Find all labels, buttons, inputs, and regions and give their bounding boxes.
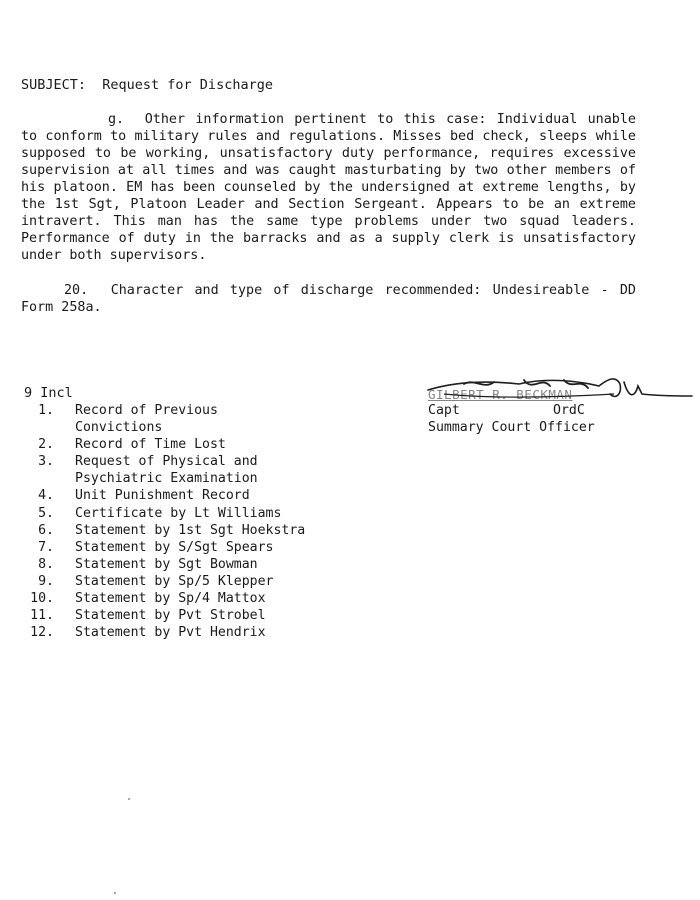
inclosure-item <box>20 607 335 624</box>
inclosure-item <box>20 556 335 573</box>
inclosure-text: Statement by Sp/4 Mattox <box>75 591 266 607</box>
paragraph-20 <box>21 282 636 316</box>
inclosure-text: Record of Previous Convictions <box>75 403 218 436</box>
inclosure-text: Statement by 1st Sgt Hoekstra <box>75 522 306 538</box>
paragraph-g <box>21 111 636 264</box>
inclosure-item <box>20 436 335 453</box>
inclosure-text: Statement by Sp/5 Klepper <box>75 573 274 589</box>
inclosure-item <box>20 522 335 539</box>
inclosure-number: 5. <box>38 505 54 521</box>
inclosure-number: 4. <box>38 488 54 504</box>
inclosure-text: Statement by Sgt Bowman <box>75 556 258 572</box>
inclosure-item <box>20 624 335 641</box>
subject-line: SUBJECT: Request for Discharge <box>21 77 273 93</box>
signature-rank: Capt <box>428 403 460 418</box>
inclosure-text: Statement by Pvt Strobel <box>75 608 266 624</box>
inclosure-number: 6. <box>38 522 54 538</box>
paragraph-g-label: g. <box>108 112 125 127</box>
inclosure-text: Request of Physical and Psychiatric Examination <box>75 454 258 487</box>
inclosure-number: 7. <box>38 539 54 555</box>
signature-typed-name: GILBERT R. BECKMAN <box>428 387 573 402</box>
inclosure-item <box>20 573 335 590</box>
inclosure-number: 10. <box>30 591 54 607</box>
signature-title: Summary Court Officer <box>428 420 595 435</box>
inclosure-item <box>20 453 335 487</box>
inclosure-number: 3. <box>38 454 54 470</box>
inclosure-text: Record of Time Lost <box>75 437 226 453</box>
inclosure-number: 8. <box>38 556 54 572</box>
paragraph-20-label: 20. <box>64 283 89 298</box>
inclosure-item <box>20 539 335 556</box>
inclosure-item <box>20 590 335 607</box>
inclosure-item <box>20 505 335 522</box>
paragraph-20-text: Character and type of discharge recommended: Undesireable - DD Form 258a. <box>21 283 636 315</box>
signature-branch: OrdC <box>553 403 585 418</box>
paragraph-g-text: Other information pertinent to this case: Individual unable to conform to military rules and regulations. Misses bed check, sleeps while supposed to be working, unsatisfactory duty performance, requires excessive supervision at all times and was caught masturbating by two other members of his platoon. EM has been counseled by the undersigned at extreme lengths, by the 1st Sgt, Platoon Leader and Section Sergeant. Appears to be an extreme intravert. This man has the same type problems under two squad leaders. Performance of duty in the barracks and as a supply clerk is unsatisfactory under both supervisors. <box>21 112 636 263</box>
inclosure-number: 11. <box>30 608 54 624</box>
inclosure-text: Unit Punishment Record <box>75 488 250 504</box>
inclosure-text: Statement by Pvt Hendrix <box>75 625 266 641</box>
paper-speck <box>128 798 130 800</box>
inclosure-number: 12. <box>30 625 54 641</box>
inclosures-title: 9 Incl <box>24 385 73 401</box>
inclosure-item <box>20 402 335 436</box>
inclosure-number: 2. <box>38 437 54 453</box>
inclosure-number: 1. <box>38 403 54 418</box>
inclosure-item <box>20 487 335 504</box>
inclosure-text: Statement by S/Sgt Spears <box>75 539 274 555</box>
paper-speck <box>114 892 116 894</box>
inclosure-text: Certificate by Lt Williams <box>75 505 282 521</box>
inclosures-list <box>20 402 335 641</box>
inclosure-number: 9. <box>38 573 54 589</box>
